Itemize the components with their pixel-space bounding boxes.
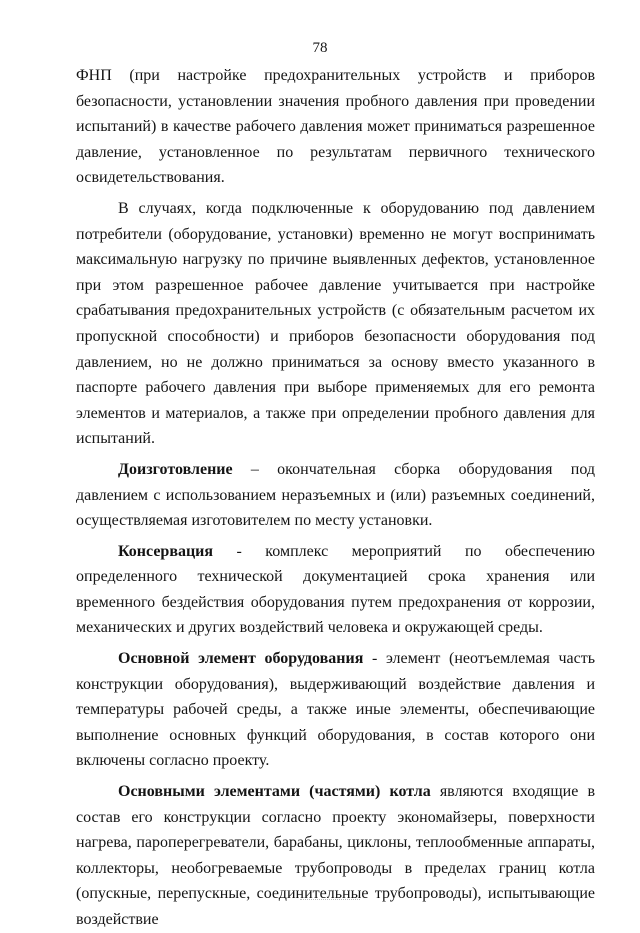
paragraph-text: В случаях, когда подключенные к оборудованию под давлением потребители (оборудование, установки) временно не могут воспринимать максимальную нагрузку по причине выявленных дефектов, установленное при этом разрешенное рабочее давление учитывается при настройке срабатывания предохранительных устройств (с обязательным расчетом их пропускной способности) и приборов безопасности оборудования под давлением, но не должно приниматься за основу вместо указанного в паспорте рабочего давления при выборе применяемых для его ремонта элементов и материалов, а также при определении пробного давления для испытаний. <box>76 199 595 448</box>
paragraph-text: ФНП (при настройке предохранительных устройств и приборов безопасности, установлении значения пробного давления при проведении испытаний) в качестве рабочего давления может приниматься разрешенное давление, установленное по результатам первичного технического освидетельствования. <box>76 67 595 187</box>
definition-term: Консервация <box>118 542 214 560</box>
paragraph-operating-pressure <box>76 196 595 452</box>
definition-boiler-elements <box>76 779 595 933</box>
document-body <box>76 63 595 933</box>
definition-text: – окончательная сборка оборудования под давлением с использованием неразъемных и (или) разъемных соединений, осуществляемая изготовителем по месту установки. <box>76 460 595 530</box>
definition-term: Основными элементами (частями) котла <box>118 783 431 801</box>
definition-doizgotovlenie <box>76 457 595 534</box>
paragraph-continuation <box>76 63 595 191</box>
definition-term: Доизготовление <box>118 460 233 478</box>
definition-text: - комплекс мероприятий по обеспечению определенного технической документацией срока хранения или временного бездействия оборудования путем предохранения от коррозии, механических и других воздействий человека и окружающей среды. <box>76 542 595 637</box>
definition-konservatsiya <box>76 539 595 641</box>
definition-text: являются входящие в состав его конструкции согласно проекту экономайзеры, поверхности нагрева, пароперегреватели, барабаны, циклоны, теплообменные аппараты, коллекторы, необогреваемые трубопроводы в пределах границ котла (опускные, перепускные, соединительные трубопроводы), испытывающие воздействие <box>76 783 595 928</box>
page-number: 78 <box>312 40 328 56</box>
definition-main-element <box>76 646 595 774</box>
definition-text: - элемент (неотъемлемая часть конструкции оборудования), выдерживающий воздействие давления и температуры рабочей среды, а также иные элементы, обеспечивающие выполнение основных функций оборудования, в состав которого они включены согласно проекту. <box>76 650 596 770</box>
definition-term: Основной элемент оборудования <box>118 650 364 668</box>
scan-edge-mark <box>300 899 360 902</box>
